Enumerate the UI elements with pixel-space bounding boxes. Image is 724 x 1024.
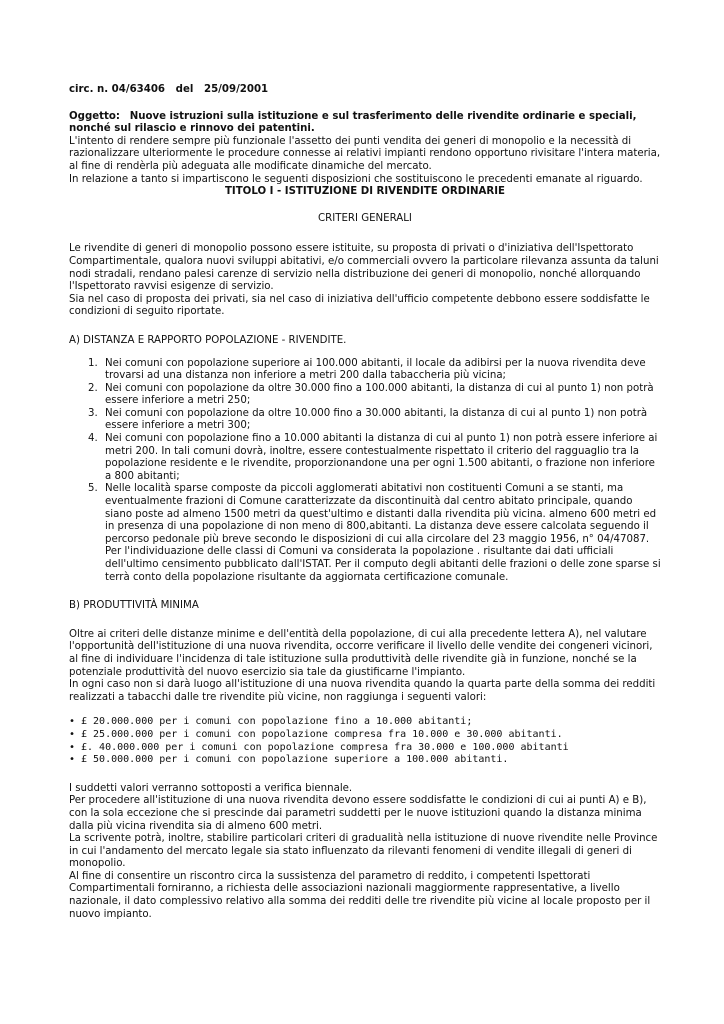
subject-line [69, 111, 661, 136]
criteria-heading: CRITERI GENERALI [318, 212, 412, 224]
closing-paragraph-4: Al fine di consentire un riscontro circa la sussistenza del parametro di reddito, i competenti Ispettorati Compartimentali forniranno, a richiesta delle associazioni nazionali maggiormente rappresentative, a livello nazionale, il dato complessivo relativo alla somma dei redditi delle tre rivendite più vicine al locale proposto per il nuovo impianto. [69, 870, 651, 920]
list-item: • £ 20.000.000 per i comuni con popolazione fino a 10.000 abitanti; [79, 716, 661, 729]
section-a-heading: A) DISTANZA E RAPPORTO POPOLAZIONE - RIVENDITE. [69, 334, 347, 346]
list-item: 2. Nei comuni con popolazione da oltre 30.000 fino a 100.000 abitanti, la distanza di cui al punto 1) non potrà essere inferiore a metri 250; [101, 383, 661, 408]
threshold-values-list [69, 716, 661, 766]
list-item: 5. Nelle località sparse composte da piccoli agglomerati abitativi non costituenti Comuni a se stanti, ma eventualmente frazioni di Comune caratterizzate da discontinuità dal centro abitato principale, quando siano poste ad almeno 1500 metri da quest'ultimo e distanti dalla rivendita più vicina. almeno 600 metri ed in presenza di una popolazione di non meno di 800,abitanti. La distanza deve essere calcolata seguendo il percorso pedonale più breve secondo le disposizioni di cui alla circolare del 23 maggio 1956, n° 04/47087. Per l'individuazione delle classi di Comuni va considerata la popolazione . risultante dai dati ufficiali dell'ultimo censimento pubblicato dall'ISTAT. Per il computo degli abitanti delle frazioni o delle zone sparse si terrà conto della popolazione risultante da aggiornata certificazione comunale. [101, 483, 661, 584]
title-section-1: TITOLO I - ISTITUZIONE DI RIVENDITE ORDINARIE [224, 186, 505, 198]
section-a-list [69, 358, 661, 585]
section-b-paragraph-1: Oltre ai criteri delle distanze minime e dell'entità della popolazione, di cui alla precedente lettera A), nel valutare l'opportunità dell'istituzione di una nuova rivendita, occorre verificare il livello delle vendite dei congeneri vicinori, al fine di individuare l'incidenza di tale istituzione sulla produttività delle rivendite già in funzione, nonché se la potenziale produttività del nuovo esercizio sia tale da giustificarne l'impianto. [69, 628, 653, 678]
general-paragraph-1: Le rivendite di generi di monopolio possono essere istituite, su proposta di privati o d'iniziativa dell'Ispettorato Compartimentale, qualora nuovi sviluppi abitativi, e/o commerciali ovvero la particolare rilevanza assunta da taluni nodi stradali, rendano palesi carenze di servizio nella distribuzione dei generi di monopolio, nonché allorquando l'Ispettorato ravvisi esigenze di servizio. [69, 243, 659, 293]
intro-paragraph-2: In relazione a tanto si impartiscono le seguenti disposizioni che sostituiscono le precedenti emanate al riguardo. [69, 173, 643, 185]
list-item: 3. Nei comuni con popolazione da oltre 10.000 fino a 30.000 abitanti, la distanza di cui al punto 1) non potrà essere inferiore a metri 300; [101, 408, 661, 433]
general-paragraph-2: Sia nel caso di proposta dei privati, sia nel caso di iniziativa dell'ufficio competente debbono essere soddisfatte le condizioni di seguito riportate. [69, 293, 650, 318]
list-item: 1. Nei comuni con popolazione superiore ai 100.000 abitanti, il locale da adibirsi per la nuova rivendita deve trovarsi ad una distanza non inferiore a metri 200 dalla tabaccheria più vicina; [101, 358, 661, 383]
subject-text: Nuove istruzioni sulla istituzione e sul trasferimento delle rivendite ordinarie e speciali, nonché sul rilascio e rinnovo dei patentini. [69, 110, 637, 135]
list-item: • £ 25.000.000 per i comuni con popolazione compresa fra 10.000 e 30.000 abitanti. [79, 729, 661, 742]
closing-paragraph-2: Per procedere all'istituzione di una nuova rivendita devono essere soddisfatte le condizioni di cui ai punti A) e B), con la sola eccezione che si prescinde dai parametri suddetti per le nuove istituzioni quando la distanza minima dalla più vicina rivendita sia di almeno 600 metri. [69, 795, 647, 832]
closing-paragraph-3: La scrivente potrà, inoltre, stabilire particolari criteri di gradualità nella istituzione di nuove rivendite nelle Province in cui l'andamento del mercato legale sia stato influenzato da rilevanti fenomeni di vendite illegali di generi di monopolio. [69, 833, 658, 870]
list-item: • £ 50.000.000 per i comuni con popolazione superiore a 100.000 abitanti. [79, 754, 661, 767]
subject-label: Oggetto: [69, 110, 120, 122]
section-b-heading: B) PRODUTTIVITÀ MINIMA [69, 600, 199, 612]
document-page [69, 84, 661, 921]
list-item: 4. Nei comuni con popolazione fino a 10.000 abitanti la distanza di cui al punto 1) non potrà essere inferiore ai metri 200. In tali comuni dovrà, inoltre, essere contestualmente rispettato il criterio del ragguaglio tra la popolazione residente e le rivendite, proporzionandone una per ogni 1.500 abitanti, o frazione non inferiore a 800 abitanti; [101, 433, 661, 483]
circular-reference: circ. n. 04/63406 del 25/09/2001 [69, 84, 269, 95]
intro-paragraph-1: L'intento di rendere sempre più funzionale l'assetto dei punti vendita dei generi di monopolio e la necessità di razionalizzare ulteriormente le procedure connesse ai relativi impianti rendono opportuno rivisitare l'intera materia, al fine di rendèrla più adeguata alle modificate dinamiche del mercato. [69, 135, 661, 172]
list-item: • £. 40.000.000 per i comuni con popolazione compresa fra 30.000 e 100.000 abitanti [79, 742, 661, 755]
closing-paragraph-1: I suddetti valori verranno sottoposti a verifica biennale. [69, 782, 353, 794]
section-b-paragraph-2: In ogni caso non si darà luogo all'istituzione di una nuova rivendita quando la quarta parte della somma dei redditi realizzati a tabacchi dalle tre rivendite più vicine, non raggiunga i seguenti valori: [69, 679, 656, 703]
